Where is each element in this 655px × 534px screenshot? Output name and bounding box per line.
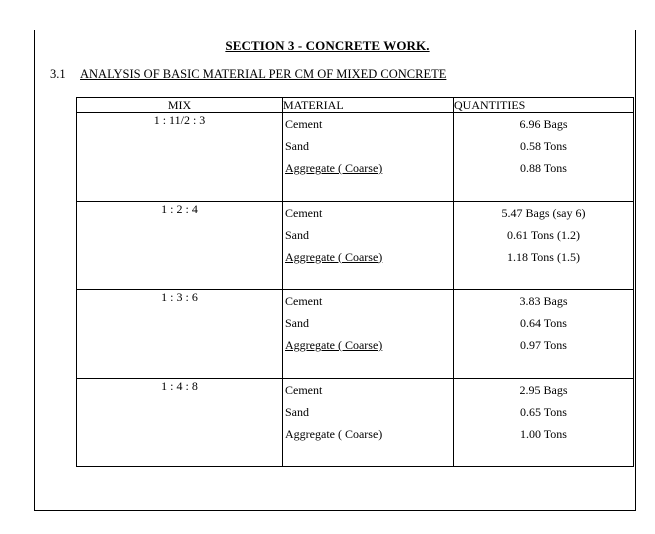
mix-cell: 1 : 11/2 : 3	[77, 113, 283, 202]
table-row	[77, 290, 634, 379]
material-cement: Cement	[285, 294, 323, 308]
material-cement: Cement	[285, 382, 323, 397]
material-aggregate: Aggregate ( Coarse)	[285, 426, 383, 441]
quantity-aggregate: 1.18 Tons (1.5)	[507, 249, 580, 264]
quantities-cell	[454, 290, 634, 379]
quantity-aggregate: 0.88 Tons	[520, 161, 567, 175]
table-header-row	[77, 98, 634, 113]
quantity-cement: 3.83 Bags	[519, 294, 568, 308]
materials-cell	[283, 290, 454, 379]
materials-cell	[283, 378, 454, 467]
material-aggregate: Aggregate ( Coarse)	[285, 161, 383, 175]
material-cement: Cement	[285, 205, 323, 220]
section-title: SECTION 3 - CONCRETE WORK.	[225, 38, 430, 53]
table-row	[77, 113, 634, 202]
material-sand: Sand	[285, 227, 309, 242]
mix-cell: 1 : 4 : 8	[77, 378, 283, 467]
quantity-cement: 2.95 Bags	[519, 382, 568, 397]
material-analysis-table	[76, 97, 634, 467]
quantity-aggregate: 1.00 Tons	[520, 426, 567, 441]
material-cement: Cement	[285, 117, 323, 131]
quantity-sand: 0.61 Tons (1.2)	[507, 227, 580, 242]
quantity-sand: 0.65 Tons	[520, 404, 567, 419]
quantities-column-header: QUANTITIES	[454, 98, 634, 113]
subsection-number: 3.1	[50, 67, 66, 81]
quantities-cell	[454, 378, 634, 467]
materials-cell	[283, 201, 454, 290]
quantities-cell	[454, 113, 634, 202]
material-aggregate: Aggregate ( Coarse)	[285, 249, 383, 264]
quantity-sand: 0.64 Tons	[520, 316, 567, 330]
mix-column-header: MIX	[77, 98, 283, 113]
material-column-header: MATERIAL	[283, 98, 454, 113]
table-row	[77, 378, 634, 467]
quantity-cement: 5.47 Bags (say 6)	[501, 205, 586, 220]
table-row	[77, 201, 634, 290]
quantities-cell	[454, 201, 634, 290]
quantity-sand: 0.58 Tons	[520, 139, 567, 153]
quantity-cement: 6.96 Bags	[519, 117, 568, 131]
material-aggregate: Aggregate ( Coarse)	[285, 338, 383, 352]
mix-cell: 1 : 2 : 4	[77, 201, 283, 290]
material-sand: Sand	[285, 139, 309, 153]
material-sand: Sand	[285, 316, 309, 330]
subsection-title: ANALYSIS OF BASIC MATERIAL PER CM OF MIXED CONCRETE	[80, 67, 447, 81]
material-sand: Sand	[285, 404, 309, 419]
materials-cell	[283, 113, 454, 202]
quantity-aggregate: 0.97 Tons	[520, 338, 567, 352]
mix-cell: 1 : 3 : 6	[77, 290, 283, 379]
